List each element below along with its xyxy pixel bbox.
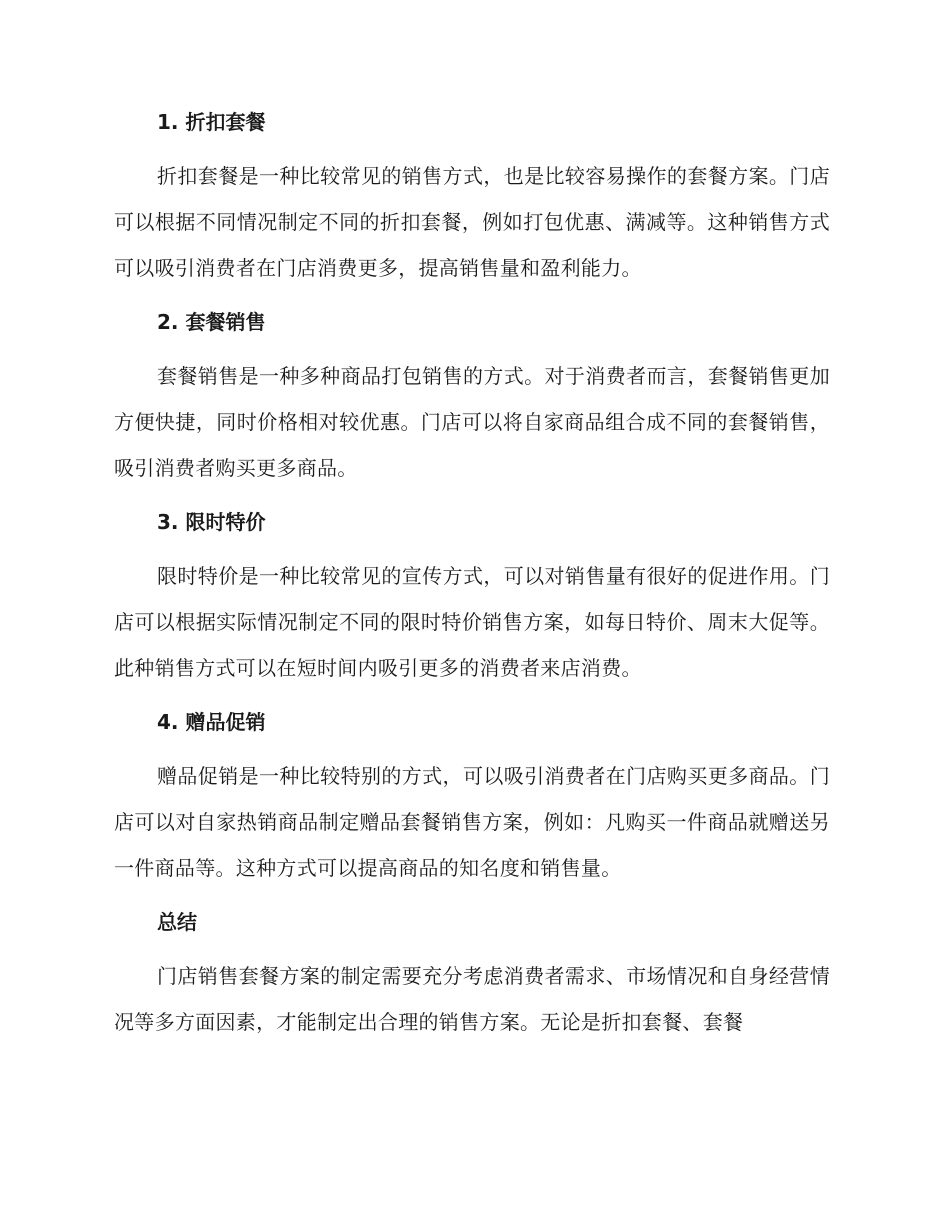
section-heading: 2. 套餐销售 — [157, 310, 266, 334]
section-heading: 4. 赠品促销 — [157, 710, 266, 734]
section-heading: 总结 — [157, 910, 197, 934]
section-package-sales — [0, 308, 950, 491]
section-paragraph: 限时特价是一种比较常见的宣传方式，可以对销售量有很好的促进作用。门店可以根据实际情况制定不同的限时特价销售方案，如每日特价、周末大促等。此种销售方式可以在短时间内吸引更多的消费者来店消费。 — [114, 564, 830, 680]
section-paragraph: 赠品促销是一种比较特别的方式，可以吸引消费者在门店购买更多商品。门店可以对自家热销商品制定赠品套餐销售方案，例如：凡购买一件商品就赠送另一件商品等。这种方式可以提高商品的知名度和销售量。 — [114, 764, 830, 880]
section-summary — [0, 908, 950, 1045]
section-paragraph: 套餐销售是一种多种商品打包销售的方式。对于消费者而言，套餐销售更加方便快捷，同时价格相对较优惠。门店可以将自家商品组合成不同的套餐销售，吸引消费者购买更多商品。 — [114, 364, 830, 480]
section-paragraph: 折扣套餐是一种比较常见的销售方式，也是比较容易操作的套餐方案。门店可以根据不同情况制定不同的折扣套餐，例如打包优惠、满减等。这种销售方式可以吸引消费者在门店消费更多，提高销售量和盈利能力。 — [114, 164, 830, 280]
section-limited-time-offer — [0, 508, 950, 691]
section-paragraph: 门店销售套餐方案的制定需要充分考虑消费者需求、市场情况和自身经营情况等多方面因素，才能制定出合理的销售方案。无论是折扣套餐、套餐 — [114, 964, 830, 1034]
section-heading: 1. 折扣套餐 — [157, 110, 266, 134]
section-heading: 3. 限时特价 — [157, 510, 266, 534]
section-gift-promotion — [0, 708, 950, 891]
section-discount-package — [0, 108, 950, 291]
